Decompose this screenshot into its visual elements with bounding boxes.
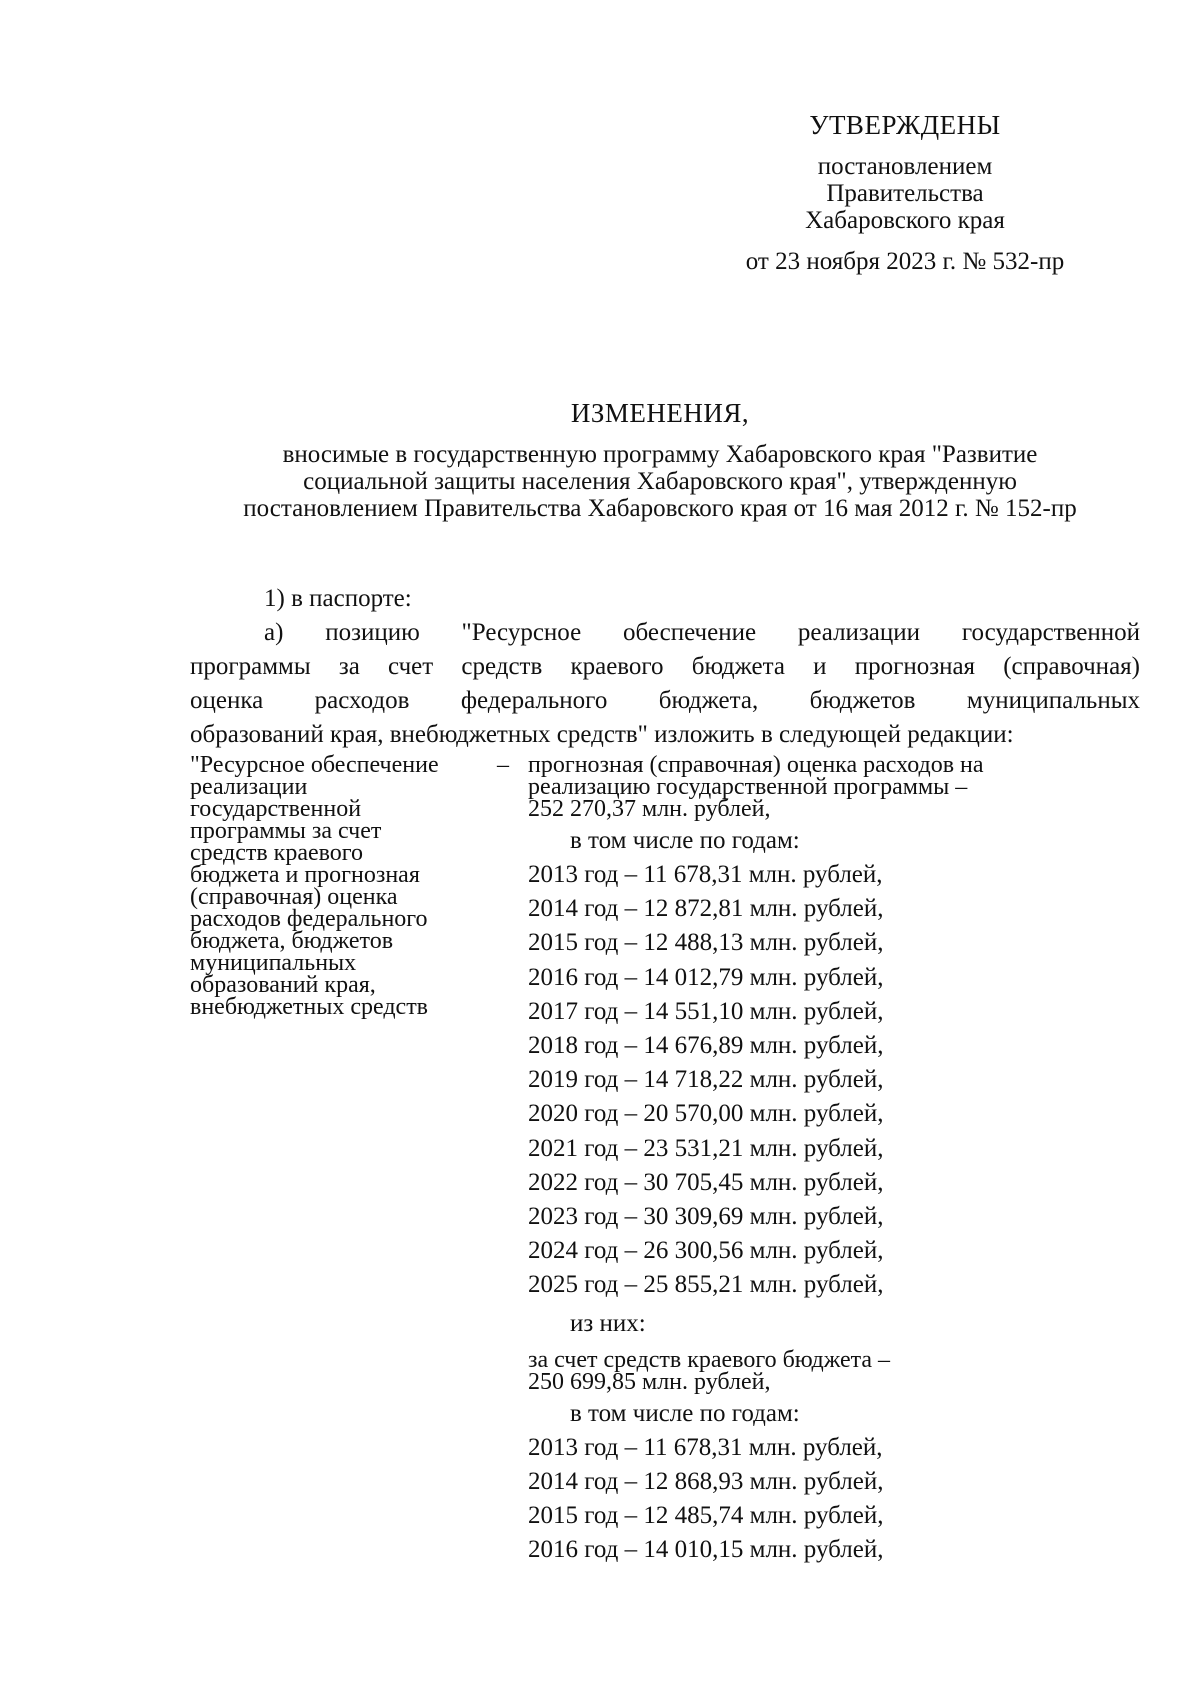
approval-line: Правительства (826, 180, 984, 207)
position-label-line: бюджета и прогнозная (190, 862, 420, 888)
year-amount: 2014 год – 12 872,81 млн. рублей, (528, 895, 884, 923)
by-years-label: в том числе по годам: (570, 827, 800, 854)
position-label-line: муниципальных (190, 950, 357, 976)
year-amount: 2015 год – 12 485,74 млн. рублей, (528, 1502, 884, 1530)
year-amount: 2025 год – 25 855,21 млн. рублей, (528, 1271, 884, 1299)
by-years-label-2: в том числе по годам: (570, 1399, 800, 1427)
item-a-line: программы за счет средств краевого бюджета и прогнозная (справочная) (190, 653, 1140, 680)
year-amount: 2016 год – 14 010,15 млн. рублей, (528, 1536, 884, 1564)
position-label-line: расходов федерального (190, 906, 428, 932)
regional-budget-total: 250 699,85 млн. рублей, (528, 1368, 771, 1395)
item-a-line: образований края, внебюджетных средств" изложить в следующей редакции: (190, 721, 1014, 748)
title-subline: социальной защиты населения Хабаровского края", утвержденную (303, 468, 1017, 495)
year-amount: 2014 год – 12 868,93 млн. рублей, (528, 1467, 884, 1495)
approval-line: Хабаровского края (805, 207, 1005, 234)
resource-position-value (528, 754, 1128, 1567)
approval-heading: УТВЕРЖДЕНЫ (809, 110, 1001, 140)
year-amount: 2018 год – 14 676,89 млн. рублей, (528, 1032, 884, 1060)
item-1: 1) в паспорте: (264, 585, 412, 612)
year-amount: 2016 год – 14 012,79 млн. рублей, (528, 963, 884, 991)
item-a-line: а) позицию "Ресурсное обеспечение реализации государственной (264, 619, 1140, 646)
year-amount: 2017 год – 14 551,10 млн. рублей, (528, 997, 884, 1025)
approval-date: от 23 ноября 2023 г. № 532-пр (745, 248, 1065, 275)
year-amount: 2015 год – 12 488,13 млн. рублей, (528, 929, 884, 957)
title-subline: постановлением Правительства Хабаровского края от 16 мая 2012 г. № 152-пр (243, 495, 1077, 522)
year-amount: 2013 год – 11 678,31 млн. рублей, (528, 1433, 883, 1461)
position-label-line: государственной (190, 796, 362, 822)
of-them-label: из них: (570, 1309, 646, 1337)
forecast-intro-line: реализацию государственной программы – (528, 774, 968, 800)
approval-stamp (740, 112, 1070, 275)
document-title: ИЗМЕНЕНИЯ, (570, 398, 750, 428)
position-label-line: программы за счет (190, 818, 382, 844)
approval-line: постановлением (817, 153, 993, 180)
year-amount: 2024 год – 26 300,56 млн. рублей, (528, 1237, 884, 1265)
document-title-block (190, 400, 1130, 522)
position-label-line: "Ресурсное обеспечение (190, 752, 439, 778)
year-amount: 2019 год – 14 718,22 млн. рублей, (528, 1066, 884, 1094)
title-subline: вносимые в государственную программу Хабаровского края "Развитие (282, 441, 1038, 468)
year-amount: 2013 год – 11 678,31 млн. рублей, (528, 861, 883, 888)
years-regional-list (528, 1431, 1128, 1568)
position-label-line: образований края, (190, 972, 376, 998)
year-amount: 2020 год – 20 570,00 млн. рублей, (528, 1100, 884, 1128)
item-a-line: оценка расходов федерального бюджета, бюджетов муниципальных (190, 687, 1140, 714)
year-amount: 2021 год – 23 531,21 млн. рублей, (528, 1134, 884, 1162)
year-amount: 2023 год – 30 309,69 млн. рублей, (528, 1203, 884, 1231)
position-label-line: реализации (190, 774, 308, 800)
year-amount: 2022 год – 30 705,45 млн. рублей, (528, 1168, 884, 1196)
resource-position-label (190, 754, 480, 1018)
forecast-total: 252 270,37 млн. рублей, (528, 796, 771, 822)
forecast-intro-line: прогнозная (справочная) оценка расходов на (528, 752, 984, 778)
body-text (190, 582, 1140, 752)
position-label-line: внебюджетных средств (190, 994, 429, 1020)
position-label-line: средств краевого (190, 840, 364, 866)
years-total-list (528, 858, 1128, 1303)
position-label-line: (справочная) оценка (190, 884, 398, 910)
position-label-line: бюджета, бюджетов (190, 928, 394, 954)
regional-budget-line: за счет средств краевого бюджета – (528, 1346, 891, 1373)
position-dash: – (497, 752, 509, 778)
